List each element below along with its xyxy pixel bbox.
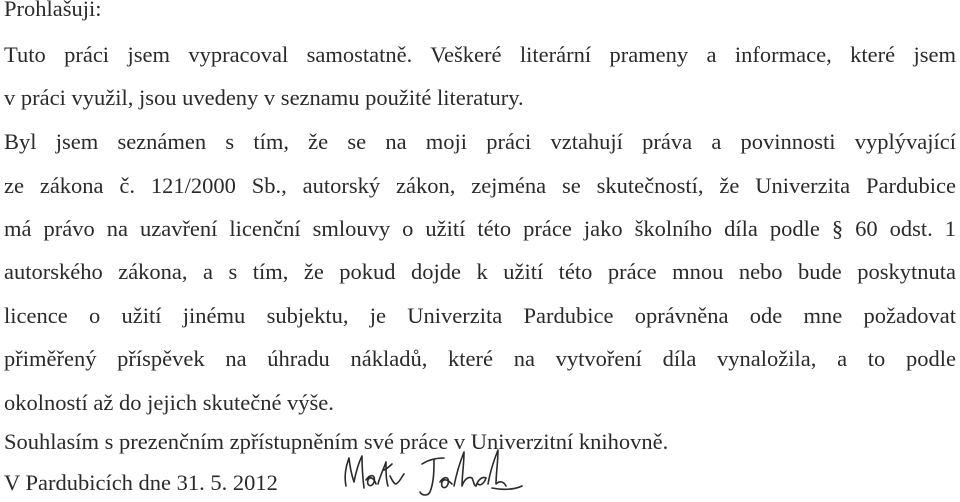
declaration-line-9: okolností až do jejich skutečné výše.: [4, 390, 334, 415]
declaration-line-8: přiměřený příspěvek na úhradu nákladů, které na vytvoření díla vynaložila, a to podle: [4, 346, 956, 371]
handwritten-signature: [316, 446, 526, 502]
place-and-date: V Pardubicích dne 31. 5. 2012: [4, 470, 278, 495]
declaration-heading: Prohlašuji:: [4, 0, 102, 21]
declaration-line-4: ze zákona č. 121/2000 Sb., autorský zákon, zejména se skutečností, že Univerzita Pardubice: [4, 173, 956, 198]
declaration-line-3: Byl jsem seznámen s tím, že se na moji práci vztahují práva a povinnosti vyplývající: [4, 129, 956, 154]
declaration-line-1: Tuto práci jsem vypracoval samostatně. Veškeré literární prameny a informace, které jsem: [4, 42, 956, 67]
declaration-line-2: v práci využil, jsou uvedeny v seznamu použité literatury.: [4, 85, 524, 110]
declaration-line-6: autorského zákona, a s tím, že pokud dojde k užití této práce mnou nebo bude poskytnuta: [4, 259, 956, 284]
declaration-line-7: licence o užití jinému subjektu, je Univerzita Pardubice oprávněna ode mne požadovat: [4, 303, 956, 328]
declaration-line-5: má právo na uzavření licenční smlouvy o užití této práce jako školního díla podle § 60 odst. 1: [4, 216, 956, 241]
consent-line: Souhlasím s prezenčním zpřístupněním své práce v Univerzitní knihovně.: [4, 429, 669, 454]
